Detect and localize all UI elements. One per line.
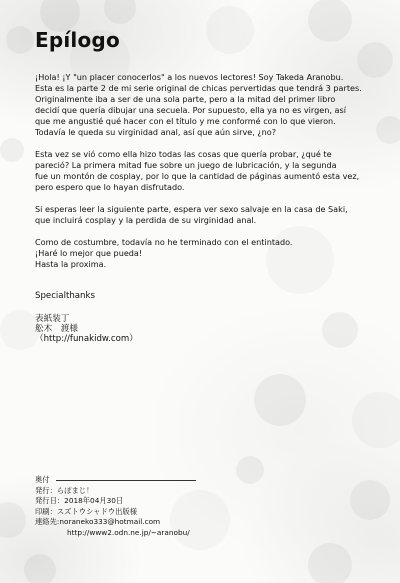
text-line: ¡Hola! ¡Y "un placer conocerlos" a los nuevos lectores! Soy Takeda Aranobu. xyxy=(35,72,344,82)
text-line: fue un montón de cosplay, por lo que la cantidad de páginas aumentó esta vez, xyxy=(35,171,360,181)
colophon-rule xyxy=(56,480,196,481)
paragraph-closing xyxy=(35,237,375,270)
text-line: Todavía le queda su virginidad anal, así que aún sirve, ¿no? xyxy=(35,127,277,137)
colophon-line: 連絡先:noraneko333@hotmail.com xyxy=(35,517,161,526)
text-line: Hasta la proxima. xyxy=(35,259,107,269)
special-thanks-title: Specialthanks xyxy=(35,291,95,301)
thanks-line: 表紙装丁 xyxy=(35,314,70,324)
text-line: Si esperas leer la siguiente parte, espera ver sexo salvaje en la casa de Saki, xyxy=(35,204,348,214)
text-line: Esta es la parte 2 de mi serie original de chicas pervertidas que tendrá 3 partes. xyxy=(35,83,362,93)
page-title: Epílogo xyxy=(35,28,120,52)
text-line: decidí que quería dibujar una secuela. Por supuesto, ella ya no es virgen, así xyxy=(35,105,346,115)
paragraph-this-time xyxy=(35,149,375,193)
epilogue-content xyxy=(35,28,375,281)
text-line: que me angustié qué hacer con el título y me conformé con lo que vieron. xyxy=(35,116,336,126)
text-line: que incluirá cosplay y la perdida de su virginidad anal. xyxy=(35,215,257,225)
colophon xyxy=(35,475,265,538)
colophon-heading: 奥付 xyxy=(35,475,50,484)
colophon-line: 発行：らぽまじ！ xyxy=(35,485,94,495)
thanks-url: （http://funakidw.com） xyxy=(35,334,138,344)
text-line: ¡Haré lo mejor que pueda! xyxy=(35,248,143,258)
thanks-line: 舩木 渡様 xyxy=(35,324,78,334)
text-line: Originalmente iba a ser de una sola parte, pero a la mitad del primer libro xyxy=(35,94,336,104)
colophon-heading-row xyxy=(35,475,265,486)
text-line: Como de costumbre, todavía no he terminado con el entintado. xyxy=(35,237,293,247)
text-line: Esta vez se vió como ella hizo todas las cosas que quería probar, ¿qué te xyxy=(35,149,332,159)
colophon-url: http://www2.odn.ne.jp/~aranobu/ xyxy=(67,527,190,537)
text-line: pareció? La primera mitad fue sobre un juego de lubricación, y la segunda xyxy=(35,160,337,170)
special-thanks xyxy=(35,290,275,344)
colophon-line: 発行日：2018年04月30日 xyxy=(35,496,124,505)
paragraph-intro xyxy=(35,72,375,138)
text-line: pero espero que lo hayan disfrutado. xyxy=(35,182,185,192)
paragraph-next-part xyxy=(35,204,375,226)
colophon-line: 印刷：スズトウシャドウ出版様 xyxy=(35,506,138,516)
